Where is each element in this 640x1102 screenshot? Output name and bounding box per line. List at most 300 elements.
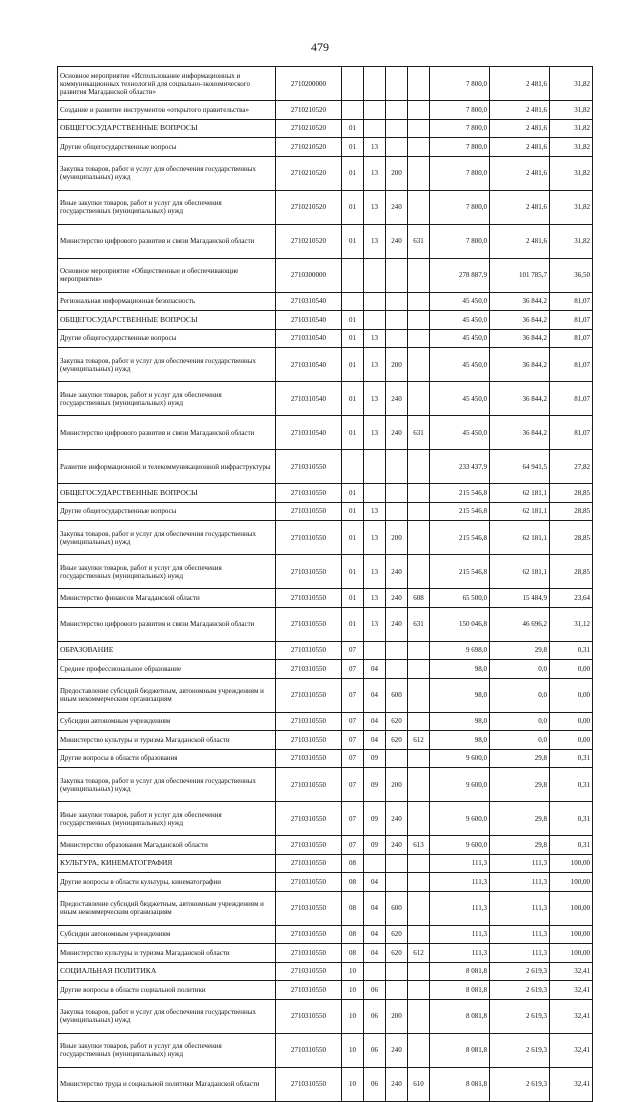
cell-subsection: 13 (364, 190, 386, 224)
cell-percent: 81,07 (550, 292, 593, 311)
cell-expense-type: 240 (386, 555, 408, 589)
cell-plan: 215 546,8 (430, 521, 490, 555)
cell-section: 08 (342, 854, 364, 873)
cell-name: Министерство цифрового развития и связи Магаданской области (58, 416, 276, 450)
cell-expense-type (386, 101, 408, 120)
cell-actual: 29,8 (490, 641, 550, 660)
cell-actual: 2 619,3 (490, 962, 550, 981)
cell-name: Иные закупки товаров, работ и услуг для обеспечения государственных (муниципальных) нужд (58, 382, 276, 416)
cell-subsection: 13 (364, 502, 386, 521)
cell-plan: 9 698,0 (430, 641, 490, 660)
cell-department: 612 (408, 731, 430, 750)
cell-subsection: 04 (364, 712, 386, 731)
cell-expense-type: 240 (386, 589, 408, 608)
cell-plan: 9 600,0 (430, 836, 490, 855)
cell-name: Закупка товаров, работ и услуг для обеспечения государственных (муниципальных) нужд (58, 348, 276, 382)
cell-target-code: 2710200000 (276, 67, 342, 101)
cell-expense-type (386, 258, 408, 292)
cell-target-code: 2710310550 (276, 660, 342, 679)
table-row (58, 484, 593, 503)
cell-actual: 2 481,6 (490, 67, 550, 101)
cell-name: Министерство культуры и туризма Магаданской области (58, 944, 276, 963)
cell-percent: 0,31 (550, 836, 593, 855)
table-row (58, 962, 593, 981)
cell-percent: 100,00 (550, 891, 593, 925)
cell-name: Иные закупки товаров, работ и услуг для обеспечения государственных (муниципальных) нужд (58, 555, 276, 589)
cell-name: Министерство образования Магаданской области (58, 836, 276, 855)
cell-section (342, 67, 364, 101)
cell-actual: 29,8 (490, 802, 550, 836)
cell-subsection: 06 (364, 999, 386, 1033)
cell-expense-type (386, 329, 408, 348)
table-row (58, 450, 593, 484)
cell-percent: 31,82 (550, 101, 593, 120)
table-row (58, 678, 593, 712)
cell-actual: 2 481,6 (490, 224, 550, 258)
cell-department (408, 873, 430, 892)
table-row (58, 67, 593, 101)
table-row (58, 802, 593, 836)
cell-subsection: 06 (364, 981, 386, 1000)
table-row (58, 311, 593, 330)
cell-section: 10 (342, 999, 364, 1033)
cell-target-code: 2710310540 (276, 416, 342, 450)
cell-expense-type: 240 (386, 607, 408, 641)
cell-expense-type (386, 67, 408, 101)
cell-target-code: 2710310540 (276, 382, 342, 416)
cell-target-code: 2710310550 (276, 502, 342, 521)
cell-percent: 23,64 (550, 589, 593, 608)
cell-target-code: 2710310550 (276, 555, 342, 589)
cell-department (408, 891, 430, 925)
cell-actual: 36 844,2 (490, 416, 550, 450)
cell-subsection (364, 292, 386, 311)
cell-department: 631 (408, 416, 430, 450)
cell-target-code: 2710310540 (276, 348, 342, 382)
cell-plan: 8 081,8 (430, 1033, 490, 1067)
cell-target-code: 2710310550 (276, 749, 342, 768)
cell-name: Иные закупки товаров, работ и услуг для обеспечения государственных (муниципальных) нужд (58, 802, 276, 836)
cell-name: ОБЩЕГОСУДАРСТВЕННЫЕ ВОПРОСЫ (58, 484, 276, 503)
cell-expense-type: 240 (386, 836, 408, 855)
cell-percent: 0,00 (550, 678, 593, 712)
cell-subsection: 04 (364, 660, 386, 679)
table-row (58, 891, 593, 925)
cell-target-code: 2710310550 (276, 589, 342, 608)
cell-department (408, 101, 430, 120)
cell-expense-type: 240 (386, 416, 408, 450)
cell-subsection: 13 (364, 348, 386, 382)
cell-actual: 36 844,2 (490, 348, 550, 382)
cell-name: Региональная информационная безопасность (58, 292, 276, 311)
cell-subsection (364, 450, 386, 484)
cell-name: Другие общегосударственные вопросы (58, 138, 276, 157)
cell-percent: 31,82 (550, 156, 593, 190)
cell-department (408, 119, 430, 138)
cell-section: 01 (342, 156, 364, 190)
cell-name: Министерство культуры и туризма Магаданской области (58, 731, 276, 750)
cell-target-code: 2710310550 (276, 802, 342, 836)
cell-subsection: 04 (364, 944, 386, 963)
cell-actual: 111,3 (490, 891, 550, 925)
cell-department (408, 962, 430, 981)
cell-percent: 31,82 (550, 67, 593, 101)
cell-actual: 2 619,3 (490, 999, 550, 1033)
cell-department (408, 1033, 430, 1067)
cell-actual: 2 481,6 (490, 101, 550, 120)
cell-plan: 45 450,0 (430, 348, 490, 382)
cell-section: 01 (342, 607, 364, 641)
cell-percent: 31,12 (550, 607, 593, 641)
cell-department (408, 450, 430, 484)
cell-subsection: 13 (364, 555, 386, 589)
cell-section: 01 (342, 484, 364, 503)
cell-subsection (364, 258, 386, 292)
cell-percent: 100,00 (550, 925, 593, 944)
cell-plan: 111,3 (430, 873, 490, 892)
table-body (58, 67, 593, 1102)
cell-department (408, 660, 430, 679)
cell-expense-type (386, 873, 408, 892)
cell-percent: 31,82 (550, 224, 593, 258)
cell-subsection: 13 (364, 329, 386, 348)
cell-actual: 2 481,6 (490, 138, 550, 157)
cell-target-code: 2710310550 (276, 1033, 342, 1067)
cell-plan: 7 800,0 (430, 224, 490, 258)
cell-expense-type: 240 (386, 802, 408, 836)
cell-percent: 32,41 (550, 962, 593, 981)
cell-target-code: 2710300000 (276, 258, 342, 292)
cell-section: 07 (342, 768, 364, 802)
cell-subsection: 13 (364, 416, 386, 450)
cell-name: Другие вопросы в области образования (58, 749, 276, 768)
table-row (58, 348, 593, 382)
cell-name: Закупка товаров, работ и услуг для обеспечения государственных (муниципальных) нужд (58, 156, 276, 190)
cell-expense-type: 620 (386, 731, 408, 750)
cell-section: 01 (342, 416, 364, 450)
cell-target-code: 2710310550 (276, 854, 342, 873)
table-row (58, 555, 593, 589)
cell-actual: 2 481,6 (490, 190, 550, 224)
cell-section: 07 (342, 678, 364, 712)
cell-plan: 215 546,8 (430, 484, 490, 503)
table-row (58, 292, 593, 311)
cell-plan: 215 546,8 (430, 502, 490, 521)
cell-section: 07 (342, 749, 364, 768)
cell-section: 01 (342, 382, 364, 416)
cell-name: Субсидии автономным учреждениям (58, 712, 276, 731)
cell-department (408, 802, 430, 836)
cell-plan: 45 450,0 (430, 416, 490, 450)
cell-name: Министерство труда и социальной политики Магаданской области (58, 1067, 276, 1101)
cell-department (408, 502, 430, 521)
table-row (58, 119, 593, 138)
cell-department (408, 348, 430, 382)
cell-target-code: 2710310540 (276, 329, 342, 348)
cell-subsection: 13 (364, 521, 386, 555)
cell-subsection: 09 (364, 749, 386, 768)
cell-expense-type (386, 749, 408, 768)
cell-percent: 32,41 (550, 1033, 593, 1067)
cell-subsection: 04 (364, 891, 386, 925)
cell-department (408, 925, 430, 944)
cell-actual: 2 619,3 (490, 981, 550, 1000)
cell-department: 631 (408, 607, 430, 641)
cell-plan: 9 600,0 (430, 802, 490, 836)
cell-plan: 7 800,0 (430, 101, 490, 120)
cell-percent: 81,07 (550, 382, 593, 416)
cell-target-code: 2710310550 (276, 925, 342, 944)
cell-percent: 32,41 (550, 981, 593, 1000)
table-row (58, 712, 593, 731)
cell-plan: 7 800,0 (430, 67, 490, 101)
cell-name: Другие общегосударственные вопросы (58, 329, 276, 348)
cell-subsection: 13 (364, 138, 386, 157)
cell-expense-type (386, 660, 408, 679)
cell-actual: 2 619,3 (490, 1033, 550, 1067)
cell-percent: 32,41 (550, 1067, 593, 1101)
cell-expense-type: 620 (386, 925, 408, 944)
cell-percent: 36,50 (550, 258, 593, 292)
cell-plan: 8 081,8 (430, 962, 490, 981)
cell-section: 01 (342, 502, 364, 521)
cell-subsection (364, 67, 386, 101)
cell-target-code: 2710310550 (276, 484, 342, 503)
table-row (58, 981, 593, 1000)
cell-subsection (364, 962, 386, 981)
cell-target-code: 2710310550 (276, 641, 342, 660)
cell-target-code: 2710310550 (276, 1067, 342, 1101)
cell-name: Министерство цифрового развития и связи Магаданской области (58, 224, 276, 258)
cell-expense-type: 240 (386, 1067, 408, 1101)
cell-plan: 215 546,8 (430, 555, 490, 589)
table-row (58, 138, 593, 157)
cell-section (342, 292, 364, 311)
cell-plan: 111,3 (430, 891, 490, 925)
cell-subsection: 13 (364, 224, 386, 258)
cell-section: 10 (342, 1067, 364, 1101)
cell-plan: 45 450,0 (430, 382, 490, 416)
cell-subsection: 04 (364, 873, 386, 892)
cell-plan: 7 800,0 (430, 190, 490, 224)
cell-target-code: 2710210520 (276, 190, 342, 224)
cell-name: КУЛЬТУРА, КИНЕМАТОГРАФИЯ (58, 854, 276, 873)
cell-name: Закупка товаров, работ и услуг для обеспечения государственных (муниципальных) нужд (58, 521, 276, 555)
cell-name: Развитие информационной и телекоммуникационной инфраструктуры (58, 450, 276, 484)
cell-expense-type: 200 (386, 768, 408, 802)
cell-name: Субсидии автономным учреждениям (58, 925, 276, 944)
cell-actual: 2 619,3 (490, 1067, 550, 1101)
table-row (58, 382, 593, 416)
cell-expense-type (386, 502, 408, 521)
cell-plan: 7 800,0 (430, 156, 490, 190)
cell-expense-type: 200 (386, 348, 408, 382)
table-row (58, 101, 593, 120)
table-row (58, 329, 593, 348)
cell-expense-type: 240 (386, 382, 408, 416)
table-row (58, 502, 593, 521)
cell-department (408, 854, 430, 873)
cell-subsection: 13 (364, 156, 386, 190)
cell-target-code: 2710310550 (276, 962, 342, 981)
cell-subsection: 13 (364, 589, 386, 608)
table-row (58, 641, 593, 660)
cell-plan: 111,3 (430, 854, 490, 873)
cell-target-code: 2710310550 (276, 999, 342, 1033)
cell-department: 613 (408, 836, 430, 855)
cell-section: 08 (342, 944, 364, 963)
page-number: 479 (311, 40, 329, 54)
cell-department (408, 382, 430, 416)
cell-percent: 81,07 (550, 311, 593, 330)
cell-department (408, 768, 430, 802)
cell-department (408, 749, 430, 768)
cell-target-code: 2710310550 (276, 891, 342, 925)
cell-actual: 36 844,2 (490, 292, 550, 311)
cell-name: Создание и развитие инструментов «открытого правительства» (58, 101, 276, 120)
cell-expense-type (386, 450, 408, 484)
cell-expense-type (386, 138, 408, 157)
cell-department (408, 981, 430, 1000)
cell-department (408, 292, 430, 311)
cell-name: Министерство цифрового развития и связи Магаданской области (58, 607, 276, 641)
cell-percent: 100,00 (550, 873, 593, 892)
table-row (58, 521, 593, 555)
cell-section: 01 (342, 311, 364, 330)
table-row (58, 1067, 593, 1101)
table-row (58, 873, 593, 892)
cell-subsection (364, 484, 386, 503)
cell-department (408, 67, 430, 101)
cell-subsection (364, 854, 386, 873)
cell-plan: 9 600,0 (430, 749, 490, 768)
cell-subsection (364, 119, 386, 138)
cell-actual: 0,0 (490, 660, 550, 679)
cell-target-code: 2710210520 (276, 224, 342, 258)
cell-target-code: 2710310550 (276, 836, 342, 855)
cell-department (408, 138, 430, 157)
cell-actual: 111,3 (490, 873, 550, 892)
cell-plan: 45 450,0 (430, 329, 490, 348)
cell-name: ОБЩЕГОСУДАРСТВЕННЫЕ ВОПРОСЫ (58, 119, 276, 138)
cell-actual: 36 844,2 (490, 311, 550, 330)
cell-expense-type: 600 (386, 891, 408, 925)
cell-expense-type: 200 (386, 156, 408, 190)
cell-target-code: 2710310550 (276, 607, 342, 641)
cell-percent: 100,00 (550, 944, 593, 963)
cell-actual: 0,0 (490, 731, 550, 750)
cell-section: 10 (342, 981, 364, 1000)
cell-plan: 98,0 (430, 731, 490, 750)
cell-department (408, 329, 430, 348)
cell-section: 07 (342, 731, 364, 750)
cell-plan: 111,3 (430, 925, 490, 944)
cell-actual: 101 785,7 (490, 258, 550, 292)
cell-actual: 46 696,2 (490, 607, 550, 641)
cell-actual: 29,8 (490, 749, 550, 768)
cell-section: 01 (342, 138, 364, 157)
cell-section: 08 (342, 891, 364, 925)
cell-expense-type (386, 641, 408, 660)
cell-actual: 2 481,6 (490, 156, 550, 190)
table-row (58, 589, 593, 608)
cell-section (342, 450, 364, 484)
cell-subsection: 13 (364, 607, 386, 641)
cell-actual: 62 181,1 (490, 484, 550, 503)
cell-section: 01 (342, 589, 364, 608)
cell-actual: 29,8 (490, 768, 550, 802)
cell-percent: 31,82 (550, 138, 593, 157)
table-row (58, 258, 593, 292)
cell-plan: 150 046,8 (430, 607, 490, 641)
cell-section (342, 101, 364, 120)
cell-actual: 62 181,1 (490, 502, 550, 521)
cell-target-code: 2710210520 (276, 119, 342, 138)
table-row (58, 607, 593, 641)
cell-name: Закупка товаров, работ и услуг для обеспечения государственных (муниципальных) нужд (58, 999, 276, 1033)
table-row (58, 749, 593, 768)
cell-percent: 28,85 (550, 502, 593, 521)
cell-plan: 7 800,0 (430, 138, 490, 157)
cell-expense-type: 620 (386, 944, 408, 963)
cell-percent: 0,31 (550, 768, 593, 802)
cell-department (408, 484, 430, 503)
cell-department: 608 (408, 589, 430, 608)
cell-section: 07 (342, 660, 364, 679)
cell-actual: 64 941,5 (490, 450, 550, 484)
cell-percent: 0,00 (550, 660, 593, 679)
table-row (58, 190, 593, 224)
table-row (58, 416, 593, 450)
cell-plan: 98,0 (430, 678, 490, 712)
cell-plan: 8 081,8 (430, 1067, 490, 1101)
cell-plan: 9 600,0 (430, 768, 490, 802)
cell-department: 610 (408, 1067, 430, 1101)
budget-table (57, 66, 593, 1102)
cell-name: Основное мероприятие «Использование информационных и коммуникационных технологий для социально-экономического развития Магаданской области» (58, 67, 276, 101)
cell-expense-type: 240 (386, 224, 408, 258)
cell-name: Среднее профессиональное образование (58, 660, 276, 679)
cell-subsection: 06 (364, 1033, 386, 1067)
cell-name: Иные закупки товаров, работ и услуг для обеспечения государственных (муниципальных) нужд (58, 190, 276, 224)
cell-percent: 28,85 (550, 521, 593, 555)
cell-plan: 45 450,0 (430, 292, 490, 311)
cell-expense-type (386, 311, 408, 330)
cell-plan: 7 800,0 (430, 119, 490, 138)
cell-section (342, 258, 364, 292)
cell-percent: 31,82 (550, 119, 593, 138)
cell-department (408, 258, 430, 292)
cell-target-code: 2710210520 (276, 101, 342, 120)
cell-section: 07 (342, 836, 364, 855)
cell-name: СОЦИАЛЬНАЯ ПОЛИТИКА (58, 962, 276, 981)
cell-expense-type: 600 (386, 678, 408, 712)
cell-department (408, 521, 430, 555)
cell-percent: 0,00 (550, 731, 593, 750)
cell-section: 10 (342, 1033, 364, 1067)
cell-expense-type: 200 (386, 521, 408, 555)
table-row (58, 999, 593, 1033)
cell-subsection (364, 641, 386, 660)
cell-percent: 31,82 (550, 190, 593, 224)
cell-actual: 36 844,2 (490, 329, 550, 348)
table-row (58, 156, 593, 190)
cell-target-code: 2710310550 (276, 873, 342, 892)
cell-actual: 111,3 (490, 854, 550, 873)
cell-section: 07 (342, 712, 364, 731)
cell-plan: 98,0 (430, 660, 490, 679)
cell-percent: 81,07 (550, 348, 593, 382)
